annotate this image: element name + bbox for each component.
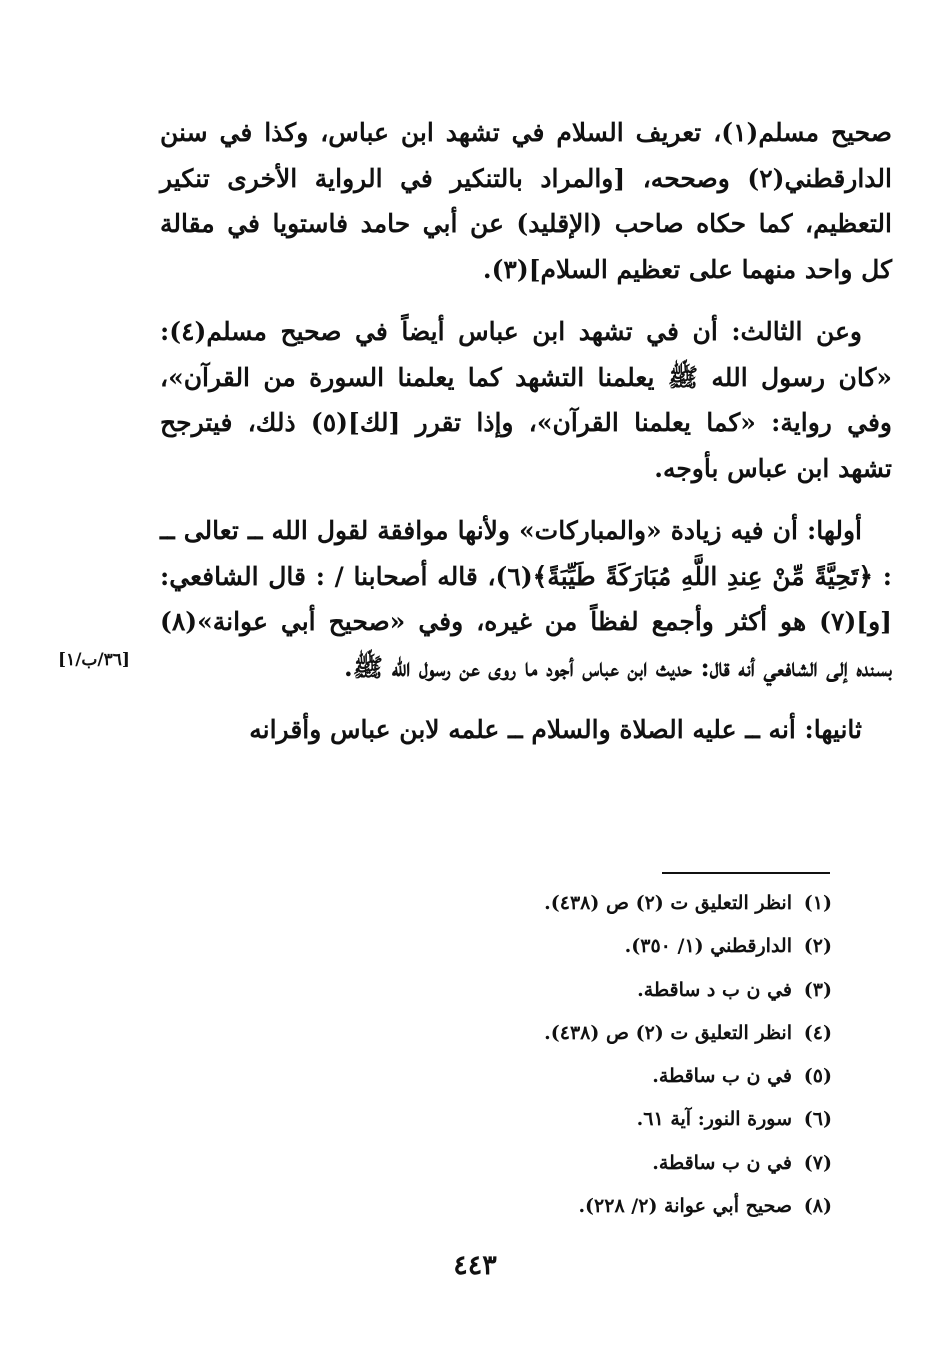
footnote-text: انظر التعليق ت (٢) ص (٤٣٨).: [544, 892, 792, 914]
footnote-text: في ن ب ساقطة.: [652, 1065, 792, 1088]
footnote-number: (٤): [803, 1021, 832, 1044]
footnote-text: في ن ب د ساقطة.: [637, 978, 792, 1001]
footnote-text: صحيح أبي عوانة (٢/ ٢٢٨).: [578, 1195, 792, 1218]
footnote-item: [400, 925, 832, 968]
footnote-text: انظر التعليق ت (٢) ص (٤٣٨).: [544, 1021, 792, 1044]
main-text: [160, 110, 892, 770]
footnote-number: (٦): [803, 1108, 832, 1131]
footnote-item: [400, 1055, 832, 1098]
paragraph: صحيح مسلم(١)، تعريف السلام في تشهد ابن عباس، وكذا في سنن الدارقطني(٢) وصححه، [والمراد بالتنكير في الرواية الأخرى تنكير التعظيم، كما حكاه صاحب (الإقليد) عن أبي حامد فاستويا في مقالة كل واحد منهما على تعظيم السلام](٣).: [160, 118, 892, 284]
footnote-number: (٨): [803, 1195, 832, 1218]
footnote-number: (٧): [803, 1151, 832, 1174]
footnote-item: [400, 1098, 832, 1141]
footnote-number: (٢): [803, 935, 832, 958]
page-number: ٤٤٣: [453, 1250, 497, 1281]
footnote-text: في ن ب ساقطة.: [652, 1151, 792, 1174]
footnote-text: سورة النور: آية ٦١.: [636, 1108, 792, 1131]
footnote-number: (١): [803, 892, 832, 914]
footnote-text: الدارقطني (١/ ٣٥٠).: [624, 935, 792, 958]
footnote-item: [400, 969, 832, 1012]
paragraph: أولها: أن فيه زيادة «والمباركات» ولأنها موافقة لقول الله ــ تعالى ــ : ﴿تَحِيَّةً مِّنْ عِندِ اللَّهِ مُبَارَكَةً طَيِّبَةً﴾(٦)، قاله أصحابنا / : قال الشافعي: [و](٧) هو أكثر وأجمع لفظاً من غيره، وفي «صحيح أبي عوانة»(٨) بسنده إلى الشافعي أنه قال: حديث ابن عباس أجود ما روى عن رسول الله ﷺ.: [160, 516, 892, 682]
footnote-divider: [662, 872, 830, 874]
footnote-item: [400, 1142, 832, 1185]
footnote-item: [400, 1185, 832, 1228]
footnotes-list: [400, 882, 832, 1228]
paragraph: ثانيها: أنه ــ عليه الصلاة والسلام ــ علمه لابن عباس وأقرانه: [249, 715, 862, 744]
manuscript-folio-note: [٣٦/ب/١]: [58, 650, 130, 670]
footnote-number: (٥): [803, 1065, 832, 1088]
footnote-item: [400, 882, 832, 925]
paragraph: وعن الثالث: أن في تشهد ابن عباس أيضاً في صحيح مسلم(٤): «كان رسول الله ﷺ يعلمنا التشهد كما يعلمنا السورة من القرآن»، وفي رواية: «كما يعلمنا القرآن»، وإذا تقرر [لك](٥) ذلك، فيترجح تشهد ابن عباس بأوجه.: [160, 317, 892, 483]
footnote-number: (٣): [803, 978, 832, 1001]
footnote-item: [400, 1012, 832, 1055]
